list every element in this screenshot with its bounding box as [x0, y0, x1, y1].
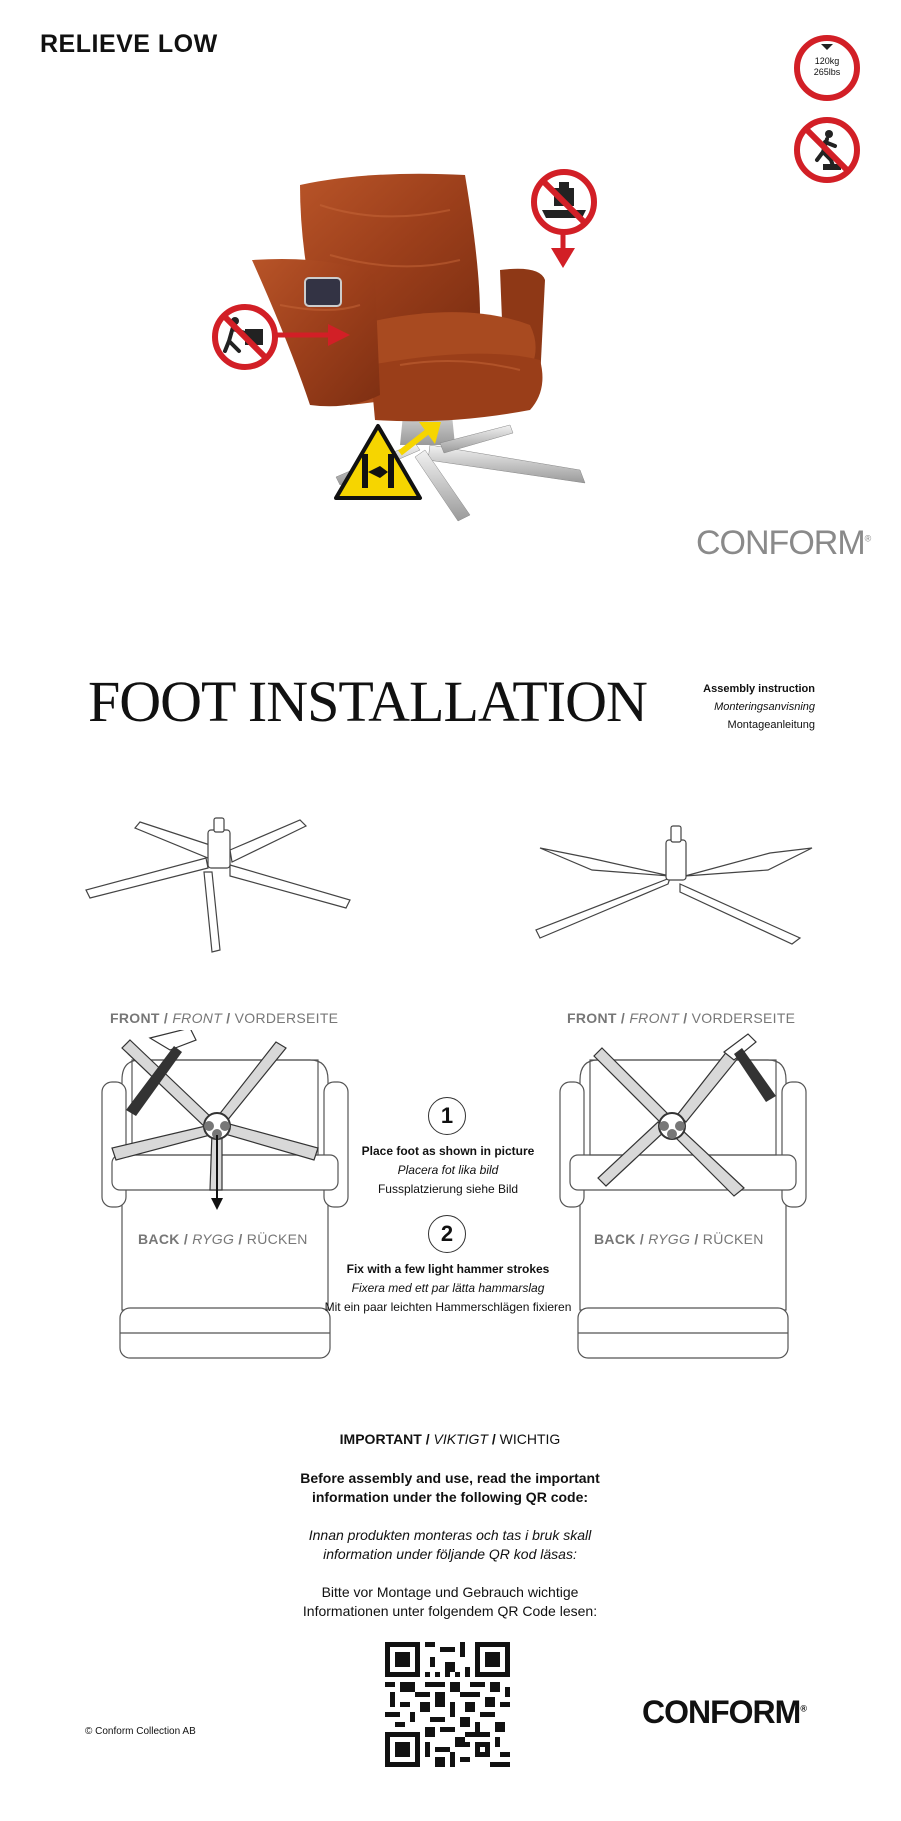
- step-1-de: Fussplatzierung siehe Bild: [377, 1182, 519, 1196]
- sep-right-4: /: [694, 1231, 699, 1247]
- copyright: © Conform Collection AB: [85, 1726, 196, 1737]
- back-sv-left: RYGG: [192, 1231, 235, 1247]
- sep-left-2: /: [226, 1010, 231, 1026]
- important-de: WICHTIG: [499, 1431, 561, 1447]
- section-title: FOOT INSTALLATION: [88, 669, 647, 734]
- front-de-right: VORDERSEITE: [691, 1010, 796, 1026]
- important-en: IMPORTANT: [339, 1431, 422, 1447]
- no-lifting-icon: [211, 303, 279, 371]
- important-sep-2: /: [491, 1431, 496, 1447]
- front-de-left: VORDERSEITE: [234, 1010, 339, 1026]
- brand-name-top: CONFORM: [696, 524, 865, 562]
- sep-left-3: /: [183, 1231, 189, 1247]
- weight-limit-lbs: 265lbs: [813, 67, 841, 77]
- sep-left-1: /: [163, 1010, 169, 1026]
- back-sv-right: RYGG: [648, 1231, 691, 1247]
- front-label-right: [567, 1010, 795, 1026]
- step-2-en: Fix with a few light hammer strokes: [346, 1262, 550, 1276]
- chair-topview-right: [558, 1030, 808, 1365]
- arrow-to-remote-icon: [268, 320, 352, 350]
- important-block: [230, 1430, 670, 1621]
- important-sep-1: /: [425, 1431, 430, 1447]
- sep-right-2: /: [683, 1010, 688, 1026]
- subtitle-en: Assembly instruction: [703, 683, 815, 695]
- subtitle-block: [660, 680, 815, 734]
- qr-code[interactable]: [385, 1642, 510, 1767]
- base-diagram-right: [530, 818, 820, 958]
- product-title: RELIEVE LOW: [40, 30, 218, 58]
- brand-mark-top: ®: [864, 533, 872, 544]
- weight-limit-sign: [793, 34, 861, 102]
- step-2-number: 2: [428, 1215, 466, 1253]
- front-sv-left: FRONT: [172, 1010, 223, 1026]
- back-de-right: RÜCKEN: [702, 1231, 764, 1247]
- back-en-right: BACK: [594, 1231, 636, 1247]
- front-sv-right: FRONT: [629, 1010, 680, 1026]
- front-label-left: [110, 1010, 338, 1026]
- no-load-icon: [530, 168, 598, 236]
- important-text-de: Bitte vor Montage und Gebrauch wichtige Informationen unter folgendem QR Code lesen:: [302, 1584, 598, 1619]
- back-label-left: [138, 1231, 308, 1247]
- brand-mark-bottom: ®: [800, 1703, 807, 1714]
- chair-topview-left: [100, 1030, 350, 1365]
- front-en-right: FRONT: [567, 1010, 617, 1026]
- sep-right-3: /: [639, 1231, 645, 1247]
- step-1-number: 1: [428, 1097, 466, 1135]
- sep-right-1: /: [620, 1010, 626, 1026]
- step-1-text: [318, 1142, 578, 1199]
- back-en-left: BACK: [138, 1231, 180, 1247]
- subtitle-sv: Monteringsanvisning: [714, 701, 815, 713]
- step-1-en: Place foot as shown in picture: [361, 1144, 535, 1158]
- pinch-hazard-icon: [332, 422, 424, 502]
- step-2-text: [318, 1260, 578, 1317]
- important-text-en: Before assembly and use, read the important information under the following QR code:: [300, 1470, 600, 1505]
- base-diagram-left: [80, 810, 360, 960]
- back-de-left: RÜCKEN: [246, 1231, 308, 1247]
- sep-left-4: /: [238, 1231, 243, 1247]
- back-label-right: [594, 1231, 764, 1247]
- step-2-de: Mit ein paar leichten Hammerschlägen fixieren: [324, 1300, 572, 1314]
- subtitle-de: Montageanleitung: [727, 719, 815, 731]
- important-sv: VIKTIGT: [433, 1431, 488, 1447]
- brand-logo-top: [696, 524, 871, 563]
- step-1-sv: Placera fot lika bild: [397, 1163, 499, 1177]
- brand-name-bottom: CONFORM: [642, 1694, 801, 1730]
- important-text-sv: Innan produkten monteras och tas i bruk skall information under följande QR kod läsas:: [308, 1527, 592, 1562]
- step-2-sv: Fixera med ett par lätta hammarslag: [351, 1281, 545, 1295]
- brand-logo-bottom: [642, 1694, 807, 1731]
- no-standing-icon: [793, 116, 861, 184]
- weight-limit-kg: 120kg: [814, 56, 840, 66]
- front-en-left: FRONT: [110, 1010, 160, 1026]
